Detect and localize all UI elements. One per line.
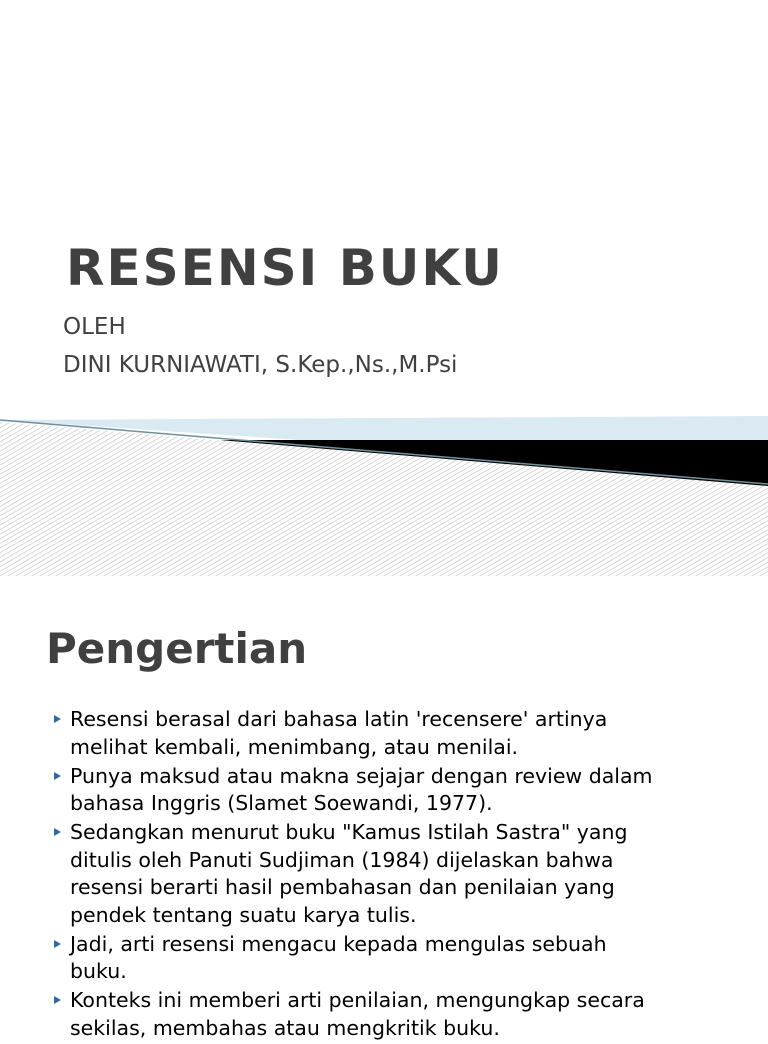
bullet-arrow-icon — [54, 940, 61, 948]
bullet-arrow-icon — [54, 715, 61, 723]
presentation-subtitle — [63, 308, 457, 384]
decorative-wave-band — [0, 400, 768, 576]
bullet-item — [54, 706, 744, 761]
bullet-item — [54, 819, 744, 929]
bullet-line: Sedangkan menurut buku "Kamus Istilah Sastra" yang — [70, 820, 628, 844]
subtitle-line-by: OLEH — [63, 314, 126, 340]
bullet-item — [54, 763, 744, 818]
bullet-line: Punya maksud atau makna sejajar dengan review dalam — [70, 763, 653, 788]
section-title: Pengertian — [46, 624, 308, 673]
bullet-line: Konteks ini memberi arti penilaian, mengungkap secara — [70, 988, 645, 1012]
bullet-line: sekilas, membahas atau mengkritik buku. — [70, 1015, 500, 1040]
bullet-arrow-icon — [54, 772, 61, 780]
bullet-arrow-icon — [54, 996, 61, 1004]
bullet-line: melihat kembali, menimbang, atau menilai. — [70, 734, 519, 759]
bullet-line: resensi berarti hasil pembahasan dan penilaian yang — [70, 875, 615, 899]
bullet-arrow-icon — [54, 828, 61, 836]
bullet-item — [54, 987, 744, 1042]
bullet-list — [54, 706, 744, 1044]
bullet-line: Resensi berasal dari bahasa latin 'recensere' artinya — [70, 707, 608, 731]
bullet-item — [54, 931, 744, 986]
bullet-line: bahasa Inggris (Slamet Soewandi, 1977). — [70, 791, 493, 815]
subtitle-line-author: DINI KURNIAWATI, S.Kep.,Ns.,M.Psi — [63, 352, 458, 378]
bullet-line: pendek tentang suatu karya tulis. — [70, 902, 417, 927]
definition-slide — [0, 576, 768, 1040]
bullet-line: buku. — [70, 959, 127, 983]
bullet-line: Jadi, arti resensi mengacu kepada mengulas sebuah — [70, 931, 607, 956]
bullet-line: ditulis oleh Panuti Sudjiman (1984) dijelaskan bahwa — [70, 847, 614, 872]
presentation-title: RESENSI BUKU — [66, 239, 504, 297]
